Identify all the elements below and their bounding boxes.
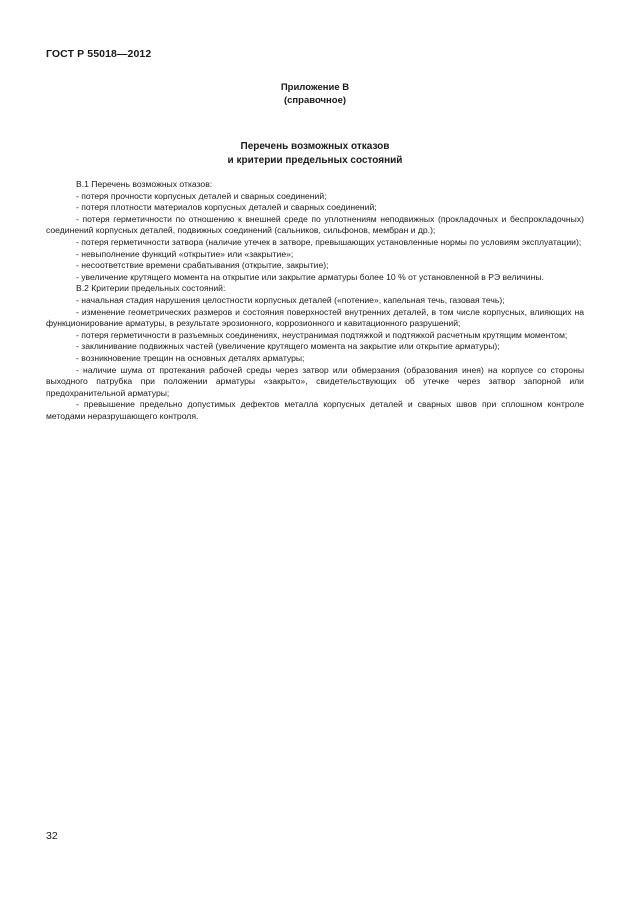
list-item: - потеря прочности корпусных деталей и сварных соединений; bbox=[76, 190, 327, 201]
section-heading-b2: В.2 Критерии предельных состояний: bbox=[76, 283, 226, 294]
list-item: - начальная стадия нарушения целостности корпусных деталей («потение», капельная течь, газовая течь); bbox=[76, 294, 505, 305]
appendix-heading bbox=[0, 81, 630, 107]
list-item: - наличие шума от протекания рабочей среды через затвор или обмерзания (образования инея) на корпусе со стороны выходного патрубка при положении арматуры «закрыто», свидетельствующих об утечке через затвор запорной или предохранительной арматуры; bbox=[46, 364, 584, 398]
list-item: - изменение геометрических размеров и состояния поверхностей внутренних деталей, в том числе корпусных, влияющих на функционирование арматуры, в результате эрозионного, коррозионного и кавитационного разрушений; bbox=[46, 306, 584, 329]
page-number: 32 bbox=[46, 830, 58, 842]
section-title-line-2: и критерии предельных состояний bbox=[227, 155, 403, 166]
list-item: - потеря герметичности затвора (наличие утечек в затворе, превышающих установленные нормы по условиям эксплуатации); bbox=[76, 236, 582, 247]
appendix-label: Приложение В bbox=[280, 82, 350, 93]
appendix-note: (справочное) bbox=[283, 95, 347, 106]
list-item: - невыполнение функций «открытие» или «закрытие»; bbox=[76, 248, 294, 259]
section-title-line-1: Перечень возможных отказов bbox=[240, 141, 390, 152]
standard-designation: ГОСТ Р 55018—2012 bbox=[46, 48, 152, 60]
list-item: - потеря герметичности по отношению к внешней среде по уплотнениям неподвижных (прокладочных и беспрокладочных) соединений корпусных деталей, подвижных соединений (сальников, сильфонов, мембран и др.); bbox=[46, 213, 584, 236]
list-item: - превышение предельно допустимых дефектов металла корпусных деталей и сварных швов при сплошном контроле методами неразрушающего контроля. bbox=[46, 399, 584, 421]
list-item: - несоответствие времени срабатывания (открытие, закрытие); bbox=[76, 260, 329, 271]
list-item: - потеря плотности материалов корпусных деталей и сварных соединений; bbox=[76, 202, 377, 213]
list-item: - потеря герметичности в разъемных соединениях, неустранимая подтяжкой и подтяжкой расчетным крутящим моментом; bbox=[76, 329, 568, 340]
section-title bbox=[0, 140, 630, 168]
list-item: - увеличение крутящего момента на открытие или закрытие арматуры более 10 % от установленной в РЭ величины. bbox=[76, 271, 544, 282]
list-item: - заклинивание подвижных частей (увеличение крутящего момента на закрытие или открытие арматуры); bbox=[76, 341, 500, 352]
section-heading-b1: В.1 Перечень возможных отказов: bbox=[76, 179, 213, 189]
body-text bbox=[46, 179, 584, 422]
list-item: - возникновение трещин на основных деталях арматуры; bbox=[76, 352, 305, 363]
